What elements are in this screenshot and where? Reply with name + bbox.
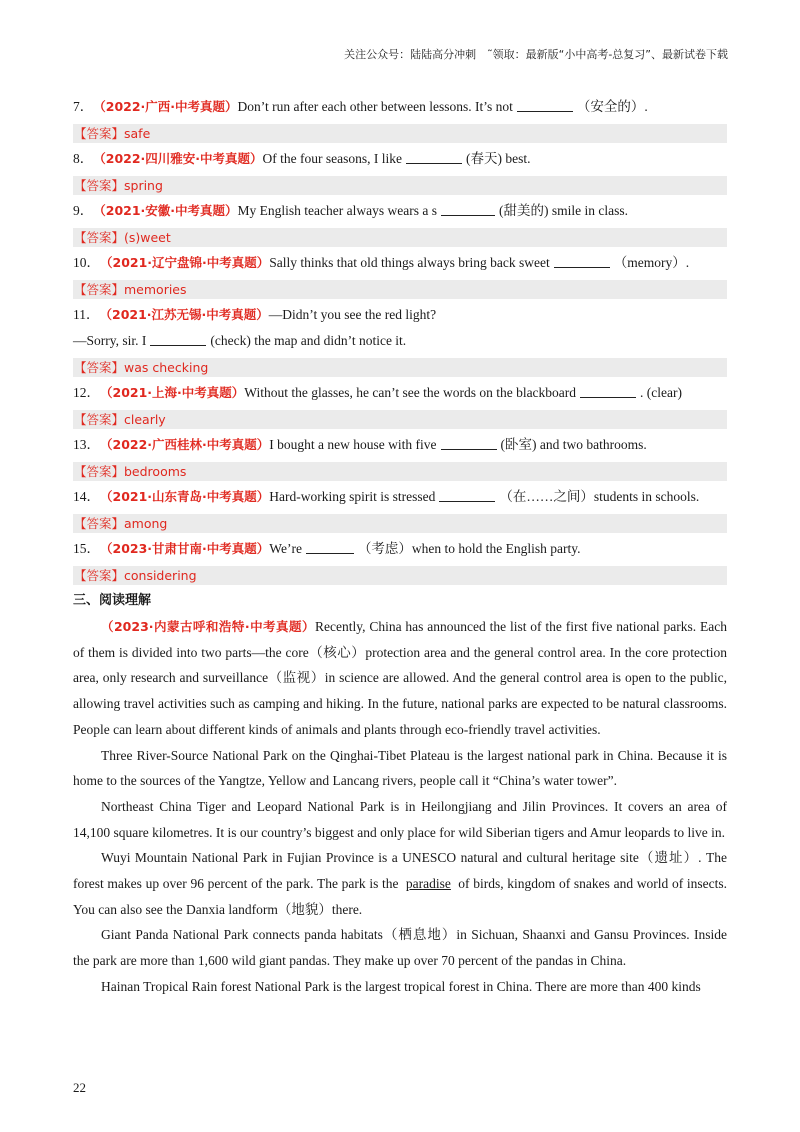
question-source: （2022·四川雅安·中考真题）: [93, 151, 263, 166]
question-text: Sally thinks that old things always bring back sweet: [269, 255, 550, 270]
question-text-after: (春天) best.: [466, 151, 531, 166]
question-text-after: . (clear): [640, 385, 683, 400]
reading-paragraph-1: [73, 614, 727, 743]
question-number: 10．: [73, 255, 100, 270]
question-text-after: （安全的）.: [576, 99, 648, 114]
question-text-after: (卧室) and two bathrooms.: [500, 437, 647, 452]
answer-blank: [306, 537, 354, 554]
answer-box: 【答案】memories: [73, 280, 727, 299]
question-text-after: （在……之间）students in schools.: [499, 489, 700, 504]
question-text: Don’t run after each other between lessons. It’s not: [237, 99, 513, 114]
question-source: （2021·辽宁盘锦·中考真题）: [100, 255, 270, 270]
question-text-after: (甜美的) smile in class.: [498, 203, 628, 218]
question-list: [73, 94, 727, 585]
answer-blank: [439, 485, 495, 502]
question-number: 14．: [73, 489, 100, 504]
question-source: （2021·安徽·中考真题）: [93, 203, 238, 218]
question-12: [73, 380, 727, 406]
answer-blank: [580, 381, 636, 398]
section-title: 三、阅读理解: [73, 593, 152, 608]
question-text: —Didn’t you see the red light?: [268, 307, 437, 322]
question-text: My English teacher always wears a s: [237, 203, 437, 218]
question-text: —Sorry, sir. I: [73, 333, 147, 348]
question-number: 7．: [73, 99, 94, 114]
question-number: 13．: [73, 437, 100, 452]
answer-box: 【答案】among: [73, 514, 727, 533]
question-10: [73, 250, 727, 276]
question-number: 15．: [73, 541, 100, 556]
question-source: （2021·江苏无锡·中考真题）: [99, 307, 269, 322]
underlined-word: paradise: [405, 876, 451, 892]
question-number: 11．: [73, 307, 100, 322]
question-14: [73, 484, 727, 510]
answer-blank: [406, 147, 462, 164]
question-source: （2023·甘肃甘南·中考真题）: [100, 541, 270, 556]
reading-paragraph-5: Giant Panda National Park connects panda habitats（栖息地）in Sichuan, Shaanxi and Gansu Provinces. Inside the park are more than 1,600 wild giant pandas. They make up over 70 percent of the pandas in China.: [73, 927, 727, 969]
question-number: 8．: [73, 151, 94, 166]
question-source: （2021·上海·中考真题）: [100, 385, 245, 400]
answer-blank: [150, 329, 206, 346]
question-8: [73, 146, 727, 172]
reading-paragraph-6: Hainan Tropical Rain forest National Park is the largest tropical forest in China. There are more than 400 kinds: [101, 978, 701, 994]
answer-blank: [517, 95, 573, 112]
question-11: [73, 302, 727, 328]
question-13: [73, 432, 727, 458]
question-text-after: （memory）.: [613, 255, 690, 270]
answer-box: 【答案】spring: [73, 176, 727, 195]
reading-paragraph-4b: of birds, kingdom of snakes and world of insects. You can also see the Danxia landform（地貌）there.: [73, 876, 728, 917]
question-number: 9．: [73, 203, 94, 218]
question-text: Without the glasses, he can’t see the words on the blackboard: [244, 385, 577, 400]
question-text-after: (check) the map and didn’t notice it.: [210, 333, 407, 348]
answer-box: 【答案】bedrooms: [73, 462, 727, 481]
question-text: We’re: [269, 541, 302, 556]
question-text: Hard-working spirit is stressed: [269, 489, 436, 504]
answer-blank: [441, 199, 495, 216]
reading-paragraph-4a: Wuyi Mountain National Park in Fujian Province is a UNESCO natural and cultural heritage site（遗址）. The forest makes up over 96 percent of the park. The park is the: [73, 850, 727, 892]
reading-paragraph-4: [73, 845, 727, 922]
question-source: （2022·广西·中考真题）: [93, 99, 238, 114]
question-text: I bought a new house with five: [269, 437, 437, 452]
answer-box: 【答案】(s)weet: [73, 228, 727, 247]
page-number: 22: [73, 1080, 86, 1095]
answer-box: 【答案】clearly: [73, 410, 727, 429]
answer-blank: [441, 433, 497, 450]
question-number: 12．: [73, 385, 100, 400]
reading-paragraph-1-text: Recently, China has announced the list of the first five national parks. Each of them is divided into two parts—the core（核心）protection area and the general control area. In the core protection area, only research and surveillance（监视）in science are allowed. And the general control area is open to the public, allowing travel activities such as camping and hiking. In the future, national parks are expected to be natural classrooms. People can learn about different kinds of animals and plants through eco-friendly travel activities.: [73, 619, 727, 737]
answer-box: 【答案】safe: [73, 124, 727, 143]
reading-paragraph-2: Three River-Source National Park on the Qinghai-Tibet Plateau is the largest national park in China. Because it is home to the sources of the Yangtze, Yellow and Lancang rivers, people call it “China’s water tower”.: [73, 747, 727, 789]
question-source: （2022·广西桂林·中考真题）: [100, 437, 270, 452]
answer-box: 【答案】considering: [73, 566, 727, 585]
page-header: 关注公众号：陆陆高分冲刺 ˜领取：最新版“小中高考-总复习”、最新试卷下载: [344, 48, 728, 61]
reading-source: （2023·内蒙古呼和浩特·中考真题）: [101, 619, 315, 634]
question-source: （2021·山东青岛·中考真题）: [100, 489, 270, 504]
question-9: [73, 198, 727, 224]
answer-box: 【答案】was checking: [73, 358, 727, 377]
answer-blank: [554, 251, 610, 268]
question-7: [73, 94, 727, 120]
question-dialogue-line: [73, 328, 727, 354]
reading-paragraph-3: Northeast China Tiger and Leopard National Park is in Heilongjiang and Jilin Provinces. It covers an area of 14,100 square kilometres. It is our country’s biggest and only place for wild Siberian tigers and Amur leopards to live in.: [73, 798, 727, 840]
question-text: Of the four seasons, I like: [262, 151, 403, 166]
page-content: [73, 94, 727, 1000]
question-text-after: （考虑）when to hold the English party.: [357, 541, 581, 556]
question-15: [73, 536, 727, 562]
